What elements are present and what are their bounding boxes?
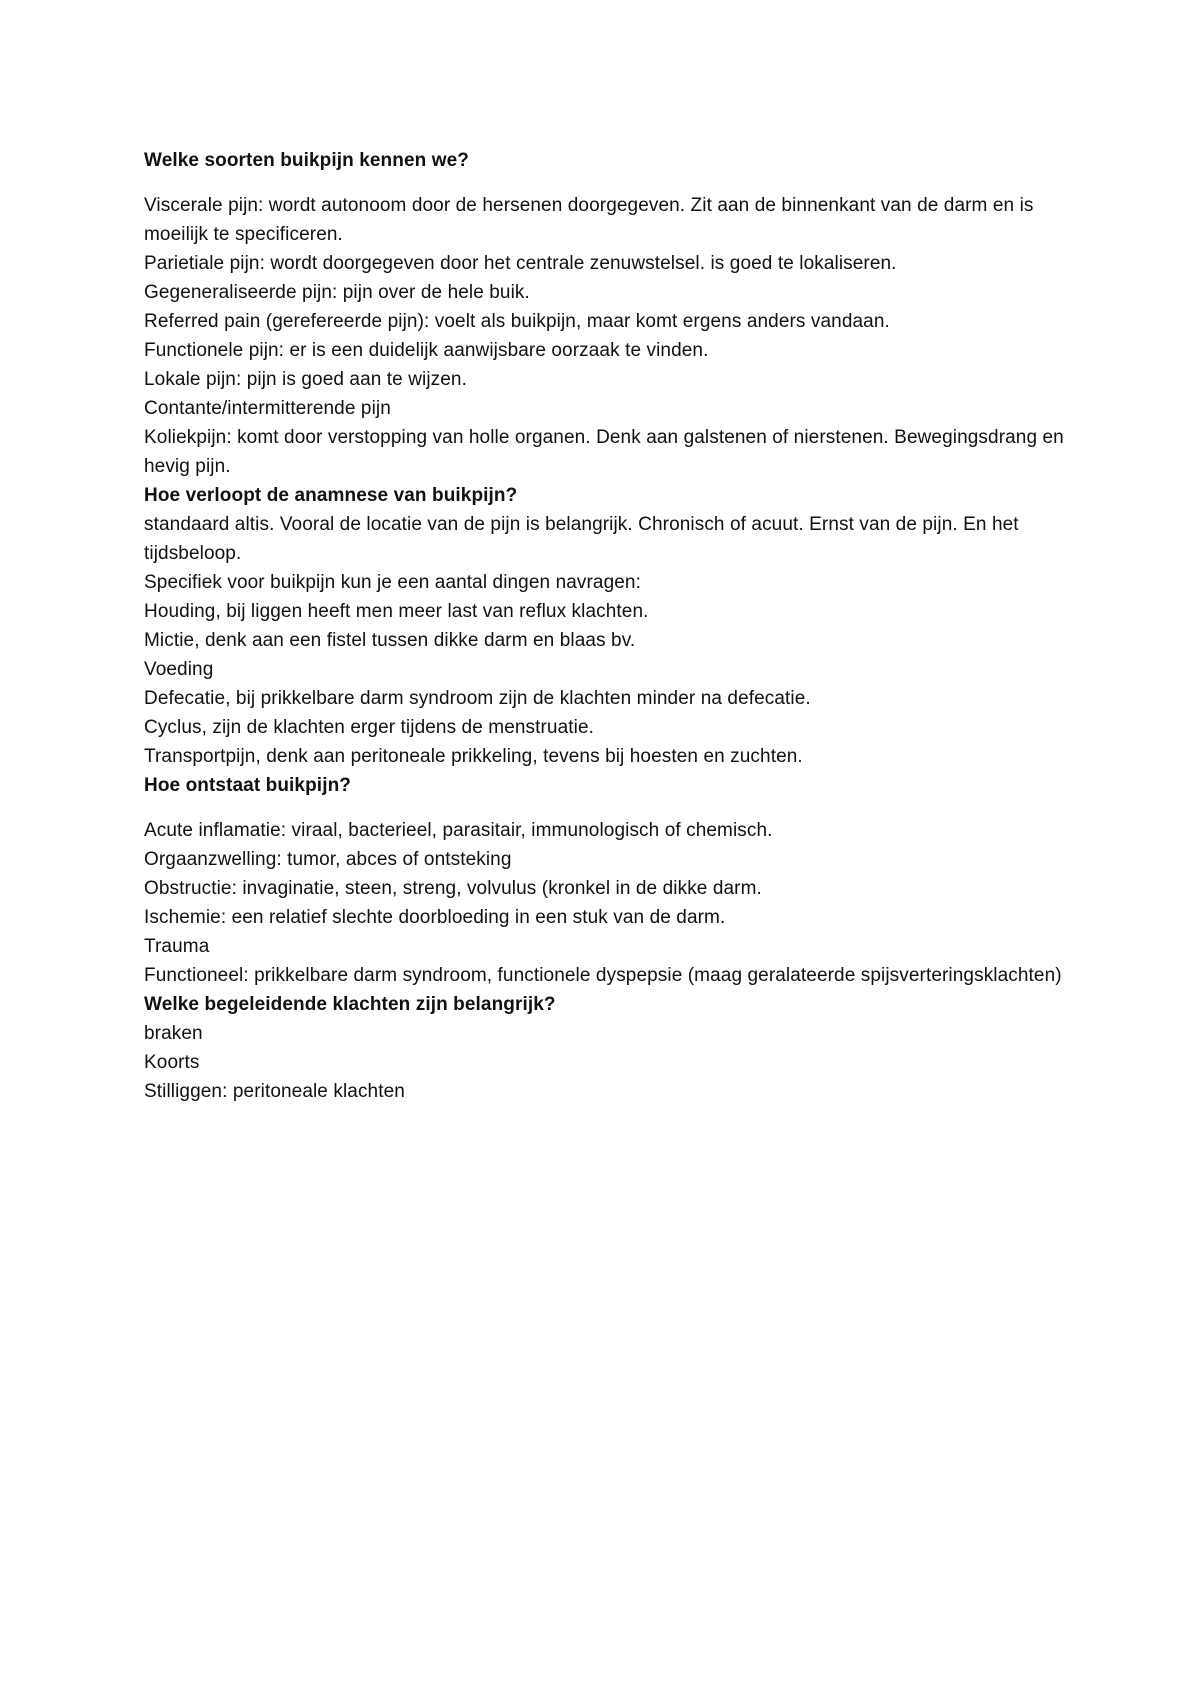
paragraph: Ischemie: een relatief slechte doorbloeding in een stuk van de darm. (144, 907, 726, 928)
paragraph: Specifiek voor buikpijn kun je een aantal dingen navragen: (144, 572, 641, 593)
paragraph: Contante/intermitterende pijn (144, 398, 391, 419)
paragraph: Cyclus, zijn de klachten erger tijdens de menstruatie. (144, 717, 595, 738)
section-heading: Hoe ontstaat buikpijn? (144, 775, 351, 796)
section-heading: Welke soorten buikpijn kennen we? (144, 150, 469, 171)
paragraph: Gegeneraliseerde pijn: pijn over de hele buik. (144, 282, 530, 303)
section-heading: Welke begeleidende klachten zijn belangrijk? (144, 994, 556, 1015)
section-heading: Hoe verloopt de anamnese van buikpijn? (144, 485, 518, 506)
document-body (144, 146, 1064, 1106)
paragraph: Stilliggen: peritoneale klachten (144, 1081, 405, 1102)
paragraph: Koliekpijn: komt door verstopping van holle organen. Denk aan galstenen of nierstenen. Bewegingsdrang en hevig pijn. (144, 427, 1064, 477)
paragraph: Referred pain (gerefereerde pijn): voelt als buikpijn, maar komt ergens anders vandaan. (144, 311, 890, 332)
paragraph: Voeding (144, 659, 214, 680)
paragraph: standaard altis. Vooral de locatie van de pijn is belangrijk. Chronisch of acuut. Ernst van de pijn. En het tijdsbeloop. (144, 514, 1019, 564)
paragraph: Transportpijn, denk aan peritoneale prikkeling, tevens bij hoesten en zuchten. (144, 746, 803, 767)
paragraph: Houding, bij liggen heeft men meer last van reflux klachten. (144, 601, 649, 622)
paragraph: Parietiale pijn: wordt doorgegeven door het centrale zenuwstelsel. is goed te lokaliseren. (144, 253, 897, 274)
paragraph: Trauma (144, 936, 210, 957)
paragraph: Viscerale pijn: wordt autonoom door de hersenen doorgegeven. Zit aan de binnenkant van de darm en is moeilijk te specificeren. (144, 195, 1034, 245)
paragraph: Mictie, denk aan een fistel tussen dikke darm en blaas bv. (144, 630, 636, 651)
paragraph: Lokale pijn: pijn is goed aan te wijzen. (144, 369, 467, 390)
paragraph: Obstructie: invaginatie, steen, streng, volvulus (kronkel in de dikke darm. (144, 878, 762, 899)
paragraph: Functioneel: prikkelbare darm syndroom, functionele dyspepsie (maag geralateerde spijsverteringsklachten) (144, 965, 1062, 986)
paragraph: Orgaanzwelling: tumor, abces of ontsteking (144, 849, 512, 870)
paragraph: Functionele pijn: er is een duidelijk aanwijsbare oorzaak te vinden. (144, 340, 709, 361)
paragraph: Koorts (144, 1052, 200, 1073)
paragraph: braken (144, 1023, 203, 1044)
paragraph: Defecatie, bij prikkelbare darm syndroom zijn de klachten minder na defecatie. (144, 688, 811, 709)
paragraph: Acute inflamatie: viraal, bacterieel, parasitair, immunologisch of chemisch. (144, 820, 773, 841)
